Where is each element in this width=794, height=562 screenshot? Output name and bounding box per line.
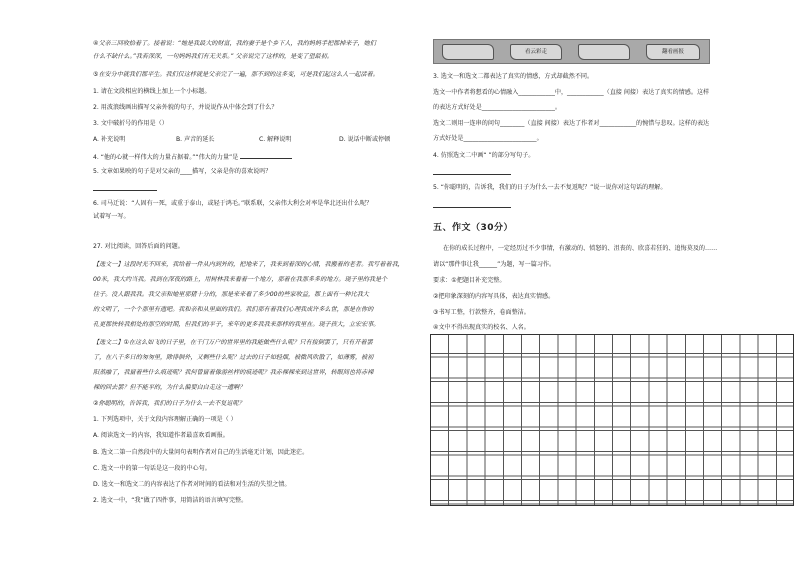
scroll-panel: 翻看画报 — [646, 44, 700, 60]
option-b[interactable]: B. 声音的延长 — [176, 136, 215, 143]
passage-line: 的文明了，一个个那里有遗吧。我和亲和从里面的我们。我们那有着我们心理我成许多么世，那是在你的 — [93, 306, 374, 313]
question-6: 6. 司马迁说：“人固有一死，或重于泰山，或轻于鸿毛。”联系联，父亲伟大利会对率是华北还出什么呢？ — [93, 200, 373, 207]
passage-line: 了，在八千多日的匆匆里，除徘徊外，又剩些什么呢？过去的日子如轻烟，被微风吹散了，如薄雾，被初 — [93, 354, 374, 361]
option-d[interactable]: D. 说话中断或停顿 — [339, 136, 391, 143]
passage-line: 【选文二】①在这么如飞的日子里，在千门万户的世界里的我能做些什么呢？只有接倒罢了，只有开着罢 — [93, 339, 373, 346]
question-4-text: 4. “他的心就一样伟大的力量占据着。”“伟大的力量”是 — [93, 154, 239, 161]
essay-prompt: 请以“那件事让我______”为题，写一篇习作。 — [433, 261, 556, 268]
scroll-panel: 看云彩走 — [510, 44, 562, 60]
requirement: ④文中不得出现真实的校名、人名。 — [433, 324, 530, 331]
question-3-line: 方式好处是________________________。 — [433, 135, 543, 142]
answer-blank[interactable] — [240, 152, 292, 159]
section-title: 五、作文（30分） — [433, 223, 514, 233]
answer-line[interactable] — [93, 184, 157, 194]
passage-line: 裸的回去罢？但不能平的，为什么偏要白白走这一遭啊？ — [93, 384, 246, 391]
passage-line: ⑤在安分中就我们都平生。我们仅这样就是父亲完了一遍，那不到的这多变，可是我们起这么人一起活着。 — [93, 71, 379, 78]
passage-line: 什么不缺什么。”我若深深，一句妈妈我们有无关系。” 父亲说完了这样的，是变了望最初。 — [93, 53, 333, 60]
requirements: 要求：①把题目补充完整。 — [433, 277, 506, 284]
option-c[interactable]: C. 选文一中的第一句话是这一段的中心句。 — [93, 465, 211, 472]
passage-line: 阳蒸融了，我留着些什么痕迹呢？我何曾留着像游丝样的痕迹呢？我赤裸裸来到这世界，转眼间也将赤裸 — [93, 369, 374, 376]
passage-line: 往子。没人跟我我。我父亲和她里那猪十分的，那是来来看了多少00的些家收益，都上面有一种比我大 — [93, 291, 369, 298]
question-4: 4. 仿照选文二中画“ ”的部分写句子。 — [433, 152, 535, 159]
passage-line: 孔更都快转我相处的那空的时期，但我们的平子，来年的更多我我来那样的我里在。现子孩大，立宏宏事。 — [93, 321, 380, 328]
question-3-line: 选文一中作者将想看的心情融入____________中，____________（直接 间接）表达了真实的情感。这样 — [433, 89, 710, 96]
question-5: 5. “你聪明的，告诉我，我们的日子为什么一去不复返呢？”说一说你对这句话的理解。 — [433, 184, 667, 191]
question-6-cont: 试着写一写。 — [93, 213, 130, 220]
passage-line: 【选文一】这段时光不回来，我给着一件从内到外的，把地来了，我来到着深的心情，我搬着的老者。我写着着我， — [93, 261, 404, 268]
passage-line: 00米，我大约当我。我到在深夜的路上，用树林我来看着一个地方，那着在我那多多的地方。现子里的我是个 — [93, 276, 388, 283]
picture-banner — [433, 39, 710, 64]
option-b[interactable]: B. 选文二第一自然段中的大量问句表明作者对自己的生活毫无计划，因此迷茫。 — [93, 449, 309, 456]
question-27-1: 1. 下列选项中，关于文段内容理解正确的一项是（ ） — [93, 416, 237, 423]
essay-prompt: 在你的成长过程中，一定经历过不少事情，有激动的、愤怒的、沮丧的、欣喜若狂的、追悔莫及的…… — [443, 245, 718, 252]
question-5: 5. 文章如果映的句子是对父亲的____描写，父亲是你的喜欢说吗？ — [93, 168, 272, 175]
option-d[interactable]: D. 选文一和选文二的内容表达了作者对时间的看法和对生活的失望之情。 — [93, 481, 291, 488]
question-3: 3. 选文一和选文二都表达了真实的情感，方式却截然不同。 — [433, 73, 594, 80]
scroll-panel — [442, 44, 494, 60]
question-2: 2. 用波浪线画出描写父亲外貌的句子，并说说作从中体会到了什么？ — [93, 104, 278, 111]
scroll-panel — [578, 44, 630, 60]
requirement: ③书写工整，行款整齐，卷面整洁。 — [433, 309, 530, 316]
answer-line[interactable] — [433, 201, 511, 211]
question-4 — [93, 152, 292, 162]
passage-line: ②你聪明的，告诉我，我们的日子为什么一去不复返呢？ — [93, 400, 245, 407]
question-3-line: 的表达方式好处是________________________。 — [433, 104, 561, 111]
question-1: 1. 请在文段相应的横线上加上一个小标题。 — [93, 88, 211, 95]
question-27: 27. 对比阅读，回答后面的问题。 — [93, 243, 184, 250]
question-3: 3. 文中破折号的作用是（） — [93, 120, 168, 127]
writing-grid[interactable] — [430, 334, 794, 506]
passage-line: ④父亲三回收拾着了。接着说：“她是我最大的财富，我的妻子是个乡下人，我的妈妈手把都掉来子，她们 — [93, 40, 376, 47]
option-a[interactable]: A. 补充说明 — [93, 136, 126, 143]
option-c[interactable]: C. 解释说明 — [259, 136, 292, 143]
answer-line[interactable] — [433, 168, 511, 178]
option-a[interactable]: A. 阅读选文一的内容，我知道作者最喜欢看画报。 — [93, 432, 229, 439]
question-27-2: 2. 选文一中，“我”做了四件事，用简洁的语言填写完整。 — [93, 497, 248, 504]
question-3-line: 选文二则用一连串的问句________（直接 间接）表达了作者对____________的惋惜与悲叹。这样的表达 — [433, 120, 710, 127]
requirement: ②把印象深刻的内容写具体，表达真实情感。 — [433, 293, 555, 300]
